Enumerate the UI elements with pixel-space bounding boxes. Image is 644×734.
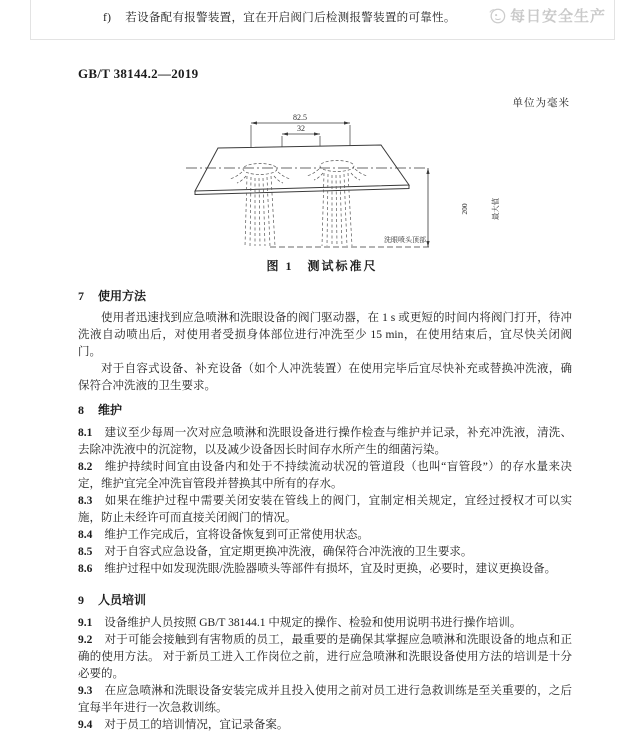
clause-number: 8.3 [78,495,93,507]
clause-8-5 [78,544,572,561]
clause-text: 对于员工的培训情况，宜记录备案。 [104,719,289,731]
previous-page-fragment [30,0,615,40]
dim-height-note: 最大值 [491,197,500,221]
section-9-body [78,615,572,734]
section-8-number: 8 [78,403,84,417]
list-item-f [103,9,456,25]
clause-8-3 [78,493,572,527]
section-9-number: 9 [78,593,84,607]
list-item-text: 若设备配有报警装置，宜在开启阀门后检测报警装置的可靠性。 [125,12,456,24]
clause-9-4 [78,717,572,734]
section-7-title: 使用方法 [98,289,147,303]
section-9-heading [78,591,146,608]
section-8-heading [78,401,122,418]
clause-number: 8.4 [78,529,93,541]
clause-number: 8.2 [78,461,93,473]
section-8-title: 维护 [98,403,123,417]
section-7-heading [78,287,146,304]
clause-9-3 [78,683,572,717]
clause-text: 设备维护人员按照 GB/T 38144.1 中规定的操作、检验和使用说明书进行操作培训。 [104,617,522,629]
clause-number: 8.5 [78,546,93,558]
clause-text: 对于自容式应急设备，宜定期更换冲洗液，确保符合冲洗液的卫生要求。 [104,546,473,558]
clause-number: 9.2 [78,634,93,646]
clause-text: 维护持续时间宜由设备内和处于不持续流动状况的管道段（也叫“盲管段”）的存水量来决定，维护宜完全冲洗盲管段并替换其中所有的存水。 [78,461,572,490]
figure-1-caption: 图 1 测试标准尺 [266,259,378,273]
watermark [488,5,606,26]
clause-text: 维护工作完成后，宜将设备恢复到可正常使用状态。 [104,529,369,541]
watermark-logo-icon [488,7,506,25]
clause-text: 在应急喷淋和洗眼设备安装完成并且投入使用之前对员工进行急救训练是至关重要的，之后宜每半年进行一次急救训练。 [78,685,572,714]
clause-number: 8.6 [78,563,93,575]
clause-number: 9.4 [78,719,93,731]
clause-number: 9.3 [78,685,93,697]
clause-text: 对于可能会接触到有害物质的员工，最重要的是确保其掌握应急喷淋和洗眼设备的地点和正确的使用方法。 对于新员工进入工作岗位之前，进行应急喷淋和洗眼设备使用方法的培训是十分必要的。 [78,634,572,680]
paragraph: 使用者迅速找到应急喷淋和洗眼设备的阀门驱动器，在 1 s 或更短的时间内将阀门打开，待冲洗液自动喷出后，对使用者受损身体部位进行冲洗至少 15 min，在使用结束后，宜尽快关闭阀门。 [78,312,572,358]
section-7-body [78,310,572,395]
clause-number: 9.1 [78,617,93,629]
clause-text: 建议至少每周一次对应急喷淋和洗眼设备进行操作检查与维护并记录，补充冲洗液，清洗、去除冲洗液中的沉淀物，以及减少设备因长时间存水所产生的细菌污染。 [78,427,572,456]
clause-8-1 [78,425,572,459]
clause-text: 如果在维护过程中需要关闭安装在管线上的阀门，宜制定相关规定，宜经过授权才可以实施，防止未经许可而直接关闭阀门的情况。 [78,495,572,524]
dim-inner-label: 32 [297,124,305,133]
dim-height-label: 200 [460,203,469,215]
dim-outer-label: 82.5 [293,113,307,122]
paragraph: 对于自容式设备、补充设备（如个人冲洗装置）在使用完毕后宜尽快补充或替换冲洗液，确保符合冲洗液的卫生要求。 [78,363,572,392]
clause-9-1 [78,615,572,632]
clause-number: 8.1 [78,427,93,439]
section-8-body [78,425,572,578]
clause-9-2 [78,632,572,683]
test-gauge-diagram [130,110,530,260]
figure-1-drawing [130,110,530,260]
clause-8-6 [78,561,572,578]
clause-8-2 [78,459,572,493]
nozzle-top-label: 洗眼喷头顶部 [384,236,426,244]
unit-note: 单位为毫米 [512,98,570,109]
clause-text: 维护过程中如发现洗眼/洗脸器喷头等部件有损坏，宜及时更换，必要时，建议更换设备。 [104,563,557,575]
section-9-title: 人员培训 [98,593,147,607]
clause-8-4 [78,527,572,544]
section-7-number: 7 [78,289,84,303]
list-item-marker: f) [103,12,112,24]
watermark-text: 每日安全生产 [509,8,606,25]
standard-number: GB/T 38144.2—2019 [78,66,199,81]
